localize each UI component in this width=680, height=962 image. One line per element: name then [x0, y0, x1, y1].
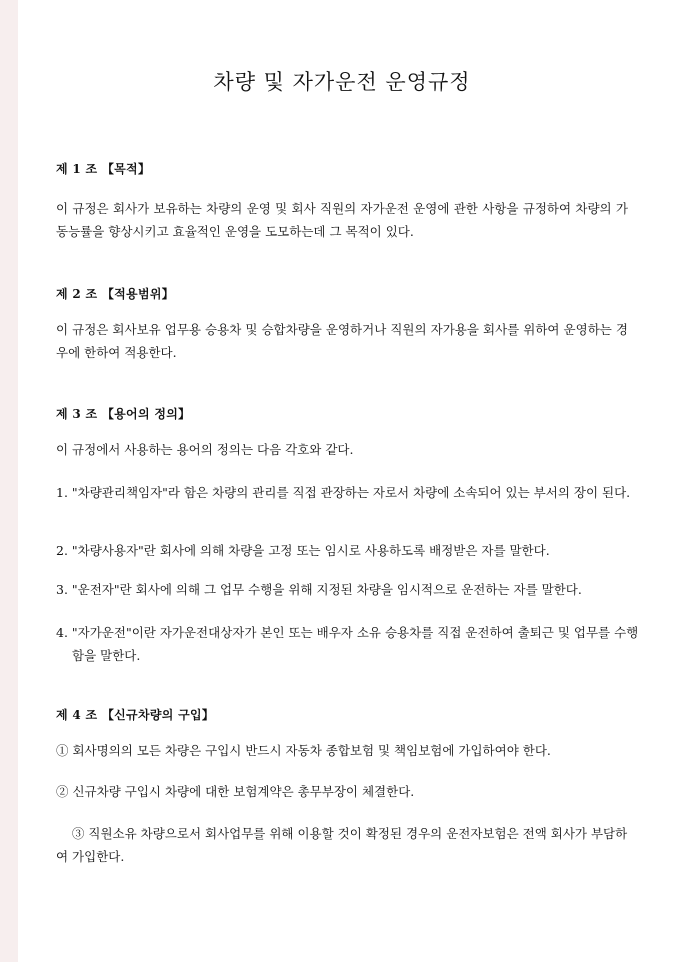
purchase-clause-2: ② 신규차량 구입시 차량에 대한 보험계약은 총무부장이 체결한다. — [56, 784, 415, 799]
definition-item-4: 4. "자가운전"이란 자가운전대상자가 본인 또는 배우자 소유 승용차를 직접 운전하여 출퇴근 및 업무를 수행함을 말한다. — [56, 625, 639, 663]
page-margin-shade — [0, 0, 18, 962]
definition-item-2: 2. "차량사용자"란 회사에 의해 차량을 고정 또는 임시로 사용하도록 배정받은 자를 말한다. — [56, 543, 550, 558]
article-2-heading: 제 2 조 【적용범위】 — [56, 287, 175, 301]
purchase-clause-3: ③ 직원소유 차량으로서 회사업무를 위해 이용할 것이 확정된 경우의 운전자보험은 전액 회사가 부담하여 가입한다. — [56, 826, 628, 864]
article-4-heading: 제 4 조 【신규차량의 구입】 — [56, 708, 215, 722]
article-1-body: 이 규정은 회사가 보유하는 차량의 운영 및 회사 직원의 자가운전 운영에 관한 사항을 규정하여 차량의 가동능률을 향상시키고 효율적인 운영을 도모하는데 그 목적이 있다. — [56, 201, 628, 239]
definition-item-1: 1. "차량관리책임자"라 함은 차량의 관리를 직접 관장하는 자로서 차량에 소속되어 있는 부서의 장이 된다. — [56, 485, 631, 500]
article-3-heading: 제 3 조 【용어의 정의】 — [56, 407, 191, 421]
definition-item-3: 3. "운전자"란 회사에 의해 그 업무 수행을 위해 지정된 차량을 임시적으로 운전하는 자를 말한다. — [56, 582, 582, 597]
article-2-body: 이 규정은 회사보유 업무용 승용차 및 승합차량을 운영하거나 직원의 자가용을 회사를 위하여 운영하는 경우에 한하여 적용한다. — [56, 322, 628, 360]
document-title: 차량 및 자가운전 운영규정 — [213, 70, 471, 94]
article-3-intro: 이 규정에서 사용하는 용어의 정의는 다음 각호와 같다. — [56, 442, 354, 457]
purchase-clause-1: ① 회사명의의 모든 차량은 구입시 반드시 자동차 종합보험 및 책임보험에 가입하여야 한다. — [56, 743, 551, 758]
article-1-heading: 제 1 조 【목적】 — [56, 162, 151, 176]
